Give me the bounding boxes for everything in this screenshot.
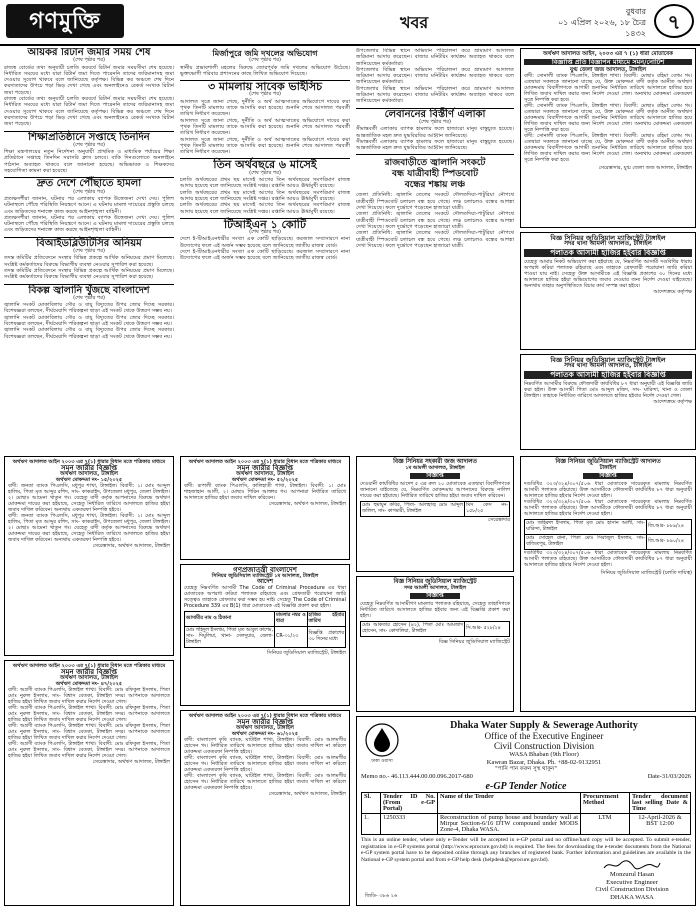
table-row	[361, 502, 510, 517]
summons-court: অর্থঋণ আদালত, টাঙ্গাইল	[59, 675, 119, 681]
notice-tangail	[520, 48, 696, 228]
summons-signature: সেরেস্তাদার, অর্থঋণ আদালত, টাঙ্গাইল	[268, 501, 346, 507]
weekday: বুধবার	[625, 7, 646, 16]
memo-date: Date-31/03/2026	[647, 773, 691, 780]
continued-note: (শেষ পৃষ্ঠার পর)	[249, 91, 281, 98]
article-body: জেলা প্রতিনিধি: জ্বালানি তেলের সংকটে দৌলতদিয়া-পাটুরিয়া নৌপথে যাত্রীবাহী স্পিডবোট চলাচল বন্ধ হয়ে গেছে। লঞ্চ চলাচলও বন্ধের আশঙ্কা দেখা দিয়েছে। ফলে দুর্ভোগে পড়েছেন হাজারো যাত্রী।	[356, 230, 514, 249]
col-deadline: Tender document last selling Date & Time	[630, 793, 691, 814]
summons-body: বাদী: অগ্রণী ব্যাংক পিএলসি, টাঙ্গাইল শাখা। বিবাদী: মোঃ রফিকুল ইসলাম, পিতা মোঃ নুরুল ইসলাম, সাং- বিশ্বাস বেতকা, টাঙ্গাইল সদর। আপনাকে আদালতে হাজির হইয়া লিখিত জবাব দাখিল করার নির্দেশ দেওয়া গেল।	[8, 723, 170, 741]
accused-name: মোঃ সোহেল রানা, পিতা মোঃ সিরাজুল ইসলাম, সাং- বাজিতপুর, টাঙ্গাইল	[525, 535, 647, 550]
table-row	[185, 627, 346, 648]
notice-header: অর্থঋণ আদালত আইন, ২০০৩ এর ৭ (১) ধারা মোতাবেক	[543, 51, 673, 57]
crpc-col-date: হাজির হইবার তারিখ	[307, 612, 345, 627]
article-body: উপজেলার বিভিন্ন স্থানে অভিযান পরিচালনা করে ভ্রাম্যমাণ আদালত জরিমানা আদায় করেছেন। বাজার মনিটরিং কার্যক্রম অব্যাহত থাকবে বলে জানিয়েছেন কর্মকর্তারা।	[356, 85, 514, 105]
article-body: স্থানীয় প্রভাবশালী মহলের বিরুদ্ধে জোরপূর্বক জমি দখলের অভিযোগ উঠেছে। ভুক্তভোগী পরিবার প্রশাসনের কাছে লিখিত অভিযোগ দিয়েছে।	[180, 64, 350, 77]
article-body: রাজস্ব বোর্ডের তথ্য অনুযায়ী চলতি করবর্ষে রিটার্ন জমার সময়সীমা শেষ হয়েছে। নির্ধারিত সময়ের মধ্যে যারা রিটার্ন জমা দিতে পারেননি তাদের জরিমানাসহ জমা দেওয়ার সুযোগ থাকবে বলে জানিয়েছে কর্তৃপক্ষ। বিভিন্ন কর অঞ্চলে শেষ দিনে করদাতাদের উপচে পড়া ভিড় দেখা গেছে এবং অনলাইনেও রেকর্ড সংখ্যক রিটার্ন জমা পড়েছে।	[4, 64, 174, 96]
signatory-org: DHAKA WASA	[610, 893, 654, 901]
court-body: দণ্ডবিধির ৩২৩/৩২৪/৩০৭/৫০৬ ধারা মোতাবেক দায়েরকৃত মামলায় নিম্নবর্ণিত আসামী পলাতক রহিয়াছে। উক্ত আসামীকে ফৌজদারী কার্যবিধির ৮৭ ধারা অনুযায়ী আদালতে হাজির হইবার নির্দেশ দেওয়া হইল।	[524, 481, 692, 499]
row-method: LTM	[581, 814, 630, 835]
continued-note: (শেষ পৃষ্ঠার পর)	[73, 294, 105, 301]
news-column-1	[4, 48, 174, 452]
court-body: দণ্ডবিধির ৩২৩/৩২৪/৩০৭/৫০৬ ধারা মোতাবেক দায়েরকৃত মামলায় নিম্নবর্ণিত আসামী পলাতক রহিয়াছে। উক্ত আসামীকে ফৌজদারী কার্যবিধির ৮৭ ধারা অনুযায়ী আদালতে হাজির হইবার নির্দেশ দেওয়া হইল।	[524, 550, 692, 568]
summons-notice-2	[4, 660, 174, 906]
article-body: তদন্ত কমিটির প্রতিবেদনে সংস্থার বিভিন্ন প্রকল্পে আর্থিক অনিয়মের প্রমাণ মিলেছে। সংশ্লিষ্ট কর্মকর্তাদের বিরুদ্ধে বিভাগীয় ব্যবস্থা নেওয়ার সুপারিশ করা হয়েছে।	[4, 267, 174, 281]
headline-attack: দ্রুত দেশে পৌঁছাতে হামলা	[36, 178, 142, 190]
summons-body: বাদী: বাংলাদেশ কৃষি ব্যাংক, ঘাটাইল শাখা, টাঙ্গাইল। বিবাদী: মোঃ আলমগীর হোসেন গং। নির্ধারিত তারিখে আদালতে হাজির হইয়া জবাব দাখিল না করিলে মোকদ্দমা একতরফা নিষ্পত্তি হইবে।	[184, 737, 346, 755]
continued-note: (শেষ পৃষ্ঠার পর)	[249, 229, 281, 236]
table-row	[525, 535, 692, 550]
appear-date: বিজ্ঞপ্তি প্রকাশের ৩০ দিনের মধ্যে	[307, 627, 345, 648]
article-body: দেশে ই-টিআইএনধারীর সংখ্যা এক কোটি ছাড়িয়েছে। করজাল সম্প্রসারণে নানা উদ্যোগের ফলে এই অর্জন সম্ভব হয়েছে বলে জানিয়েছে জাতীয় রাজস্ব বোর্ড।	[180, 249, 350, 262]
warrant-signature: আদেশক্রমে কর্তৃপক্ষ	[653, 289, 692, 295]
party-name: মোঃ হুমায়ূন কবির, পিতা- আলহাজ্ব মোঃ আব্দুল জলিল, সাং- কাগমারী, টাঙ্গাইল	[361, 502, 465, 517]
article-body: চলতি অর্থবছরের প্রথম ছয় মাসেই আগের তিন অর্থবছরের সমপরিমাণ রাজস্ব আদায় হয়েছে বলে জানিয়েছে সংশ্লিষ্ট দপ্তর। রপ্তানি আয়ও ঊর্ধ্বমুখী রয়েছে।	[180, 177, 350, 190]
summons-court: অর্থঋণ আদালত, টাঙ্গাইল	[235, 471, 295, 477]
summons-notice-3	[180, 456, 350, 560]
continued-note: (শেষ পৃষ্ঠার পর)	[73, 57, 105, 64]
summons-body: বাদী: জনতা ব্যাংক পিএলসি, মধুপুর শাখা, টাঙ্গাইল। বিবাদী: ১। মোঃ আব্দুল হালিম, পিতা মৃত আব্দুর রশিদ, সাং- কাকরাইদ, উপজেলা মধুপুর, জেলা টাঙ্গাইল। ২। মোছাঃ আমেনা খাতুন গং। যেহেতু বাদী কর্তৃক আপনাদের বিরুদ্ধে অর্থঋণ মোকদ্দমা দায়ের করা হইয়াছে, সেহেতু নির্ধারিত তারিখে আদালতে হাজির হইয়া জবাব দাখিল করিবেন। অন্যথায় একতরফা নিষ্পত্তি হইবে।	[8, 483, 170, 513]
crpc-title: গণপ্রজাতন্ত্রী বাংলাদেশ	[233, 565, 297, 574]
divider	[356, 154, 514, 155]
article-body: আদালত সূত্রে জানা গেছে, দুর্নীতি ও অর্থ আত্মসাতের অভিযোগে দায়ের করা পৃথক তিনটি মামলায় তাকে আসামি করা হয়েছে। শুনানি শেষে আদালত পরবর্তী তারিখ নির্ধারণ করেছেন।	[180, 117, 350, 137]
col-tender-id: Tender ID No. (From e-GP Portal)	[381, 793, 438, 814]
summons-header: অর্থঋণ আদালত আইন ২০০৩ এর ৭(১) ধারার বিধান মতে পত্রিকায় মাধ্যমে	[12, 459, 166, 465]
article-body: জ্বালানি সংকট মোকাবিলায় সৌর ও বায়ু বিদ্যুতের উপর জোর দিচ্ছে সরকার। বিশেষজ্ঞরা বলছেন, দীর্ঘমেয়াদি পরিকল্পনা ছাড়া এই সংকট থেকে উত্তরণ সম্ভব নয়।	[4, 327, 174, 340]
signature-scribble	[602, 859, 662, 871]
warrant-title: পলাতক আসামী হাজির হইবার বিজ্ঞপ্তি	[524, 371, 692, 379]
continued-note: (শেষ পৃষ্ঠার পর)	[249, 57, 281, 64]
crpc-signature: সিনিয়র জুডিসিয়াল ম্যাজিস্ট্রেট, টাঙ্গাইল	[266, 650, 346, 656]
article-body: দেশে ই-টিআইএনধারীর সংখ্যা এক কোটি ছাড়িয়েছে। করজাল সম্প্রসারণে নানা উদ্যোগের ফলে এই অর্জন সম্ভব হয়েছে বলে জানিয়েছে জাতীয় রাজস্ব বোর্ড।	[180, 236, 350, 249]
tender-body: This is an online tender, where only e-Tender will be accepted in e-GP portal and no offline/hard copy will be accepted. To submit e-tender, registration in e-GP systems portal (http://www.eprocure.gov.bd) is required. The fees for downloading the e-tender documents from the National e-GP system portal have to be deposited online through any branches of registered bank. Further information and guidelines are available in the National e-GP system portal and from e-GP help desk (helpdesk@eprocure.gov.bd).	[361, 837, 691, 863]
headline-cases: ৩ মামলায় সাবেক ভাইসিচ	[207, 80, 323, 94]
notice-title: বিজ্ঞাপ্তি প্রতি বিজ্ঞাপন মাধ্যমে সমন/নোটিশ	[524, 59, 692, 65]
headline-energy: বিকল্প জ্বালানি খুঁজছে বাংলাদেশ	[28, 284, 150, 296]
warrant-title: পলাতক আসামী হাজির হইবার বিজ্ঞপ্তি	[524, 249, 692, 257]
wasa-signature-block	[577, 859, 687, 901]
notice-signature: সেরেস্তাদার, যুগ্ম জেলা জজ আদালত, টাঙ্গাইল	[598, 165, 692, 171]
table-row	[361, 622, 510, 637]
crpc-body: যেহেতু নিম্নবর্ণিত আসামী The Code of Criminal Procedure এর ধারা মোতাবেক অপরাধ করিয়া পলাতক রহিয়াছে এবং গ্রেফতারী পরোয়ানা জারি সত্ত্বেও তাহাকে গ্রেফতার করা সম্ভব হয় নাই। সেহেতু The Code of Criminal Procedure 339 এর B(1) ধারা মোতাবেক এই বিজ্ঞপ্তি প্রকাশ করা হইল।	[184, 585, 346, 609]
gd-code: জিডি- ৩৮৬ ২৬	[365, 893, 398, 899]
row-deadline: 12-April-2026 & BST 12:00	[630, 814, 691, 835]
article-body: সীমান্তবর্তী এলাকায় ব্যাপক হামলার ফলে হাজারো মানুষ বাস্তুচ্যুত হয়েছে। আন্তর্জাতিক মহল দ্রুত যুদ্ধবিরতির আহ্বান জানিয়েছে।	[356, 138, 514, 152]
memo-number: Memo no.- 46.113.444.00.00.096.2017-680	[361, 773, 473, 780]
summons-body: বাদী: অগ্রণী ব্যাংক পিএলসি, টাঙ্গাইল শাখা। বিবাদী: মোঃ রফিকুল ইসলাম, পিতা মোঃ নুরুল ইসলাম, সাং- বিশ্বাস বেতকা, টাঙ্গাইল সদর। আপনাকে আদালতে হাজির হইয়া লিখিত জবাব দাখিল করার নির্দেশ দেওয়া গেল।	[8, 741, 170, 759]
summons-title: সমন জারীর বিজ্ঞপ্তি	[61, 463, 117, 472]
signatory-title: Executive Engineer	[606, 878, 658, 886]
warrant-court: বিজ্ঞ সিনিয়র জুডিসিয়াল ম্যাজিস্ট্রেট টাঙ্গাইল	[550, 356, 666, 364]
summons-case-no: অর্থঋণ মোকদ্দমা নং- ৫২/২০২৫	[231, 477, 299, 483]
accused-name: মোঃ শহিদুল ইসলাম, পিতা মৃত আবুল কাশেম, সাং- দিঘুলিয়া, থানা- দেলদুয়ার, জেলা- টাঙ্গাইল	[185, 627, 275, 648]
newspaper-logo: গণমুক্তি	[6, 4, 124, 38]
news-column-3	[356, 48, 514, 348]
accused-name: মোঃ আকতার হোসেন (৪২), পিতা মোঃ আমজাদ হোসেন, সাং- কোদালিয়া, টাঙ্গাইল	[361, 622, 465, 637]
summons-case-no: অর্থঋণ মোকদ্দমা নং- ৪৭/২০২৫	[55, 681, 123, 687]
court-heading: বিজ্ঞপ্তি	[410, 473, 460, 479]
headline-land: মির্জাপুরে জমি দখলের অভিযোগ	[212, 48, 318, 58]
summons-body: বাদী: অগ্রণী ব্যাংক পিএলসি, টাঙ্গাইল শাখা। বিবাদী: মোঃ রফিকুল ইসলাম, পিতা মোঃ নুরুল ইসলাম, সাং- বিশ্বাস বেতকা, টাঙ্গাইল সদর। আপনাকে আদালতে হাজির হইয়া লিখিত জবাব দাখিল করার নির্দেশ দেওয়া গেল।	[8, 705, 170, 723]
continued-note: (শেষ পৃষ্ঠার পর)	[249, 169, 281, 176]
court-subtitle: সদর আমলী আদালত, টাঙ্গাইল	[403, 585, 467, 591]
headline-tax-return: আয়কর রিটার্ন জমার সময় শেষ	[27, 48, 151, 58]
summons-signature: সেরেস্তাদার, অর্থঋণ আদালত, টাঙ্গাইল	[268, 791, 346, 797]
news-column-2	[180, 48, 350, 452]
court-name: বিজ্ঞ সিনিয়র সহকারী জজ আদালত	[393, 459, 477, 465]
headline-education: শিক্ষাপ্রতিষ্ঠানে সপ্তাহে তিনদিন	[28, 131, 150, 143]
summons-signature: সেরেস্তাদার, অর্থঋণ আদালত, টাঙ্গাইল	[92, 543, 170, 549]
table-row	[525, 520, 692, 535]
tender-notice-title: e-GP Tender Notice	[485, 781, 567, 792]
crpc-col-case: মামলার নম্বর ও ধারা	[275, 612, 308, 627]
article-body: উপজেলার বিভিন্ন স্থানে অভিযান পরিচালনা করে ভ্রাম্যমাণ আদালত জরিমানা আদায় করেছেন। বাজার মনিটরিং কার্যক্রম অব্যাহত থাকবে বলে জানিয়েছেন কর্মকর্তারা।	[356, 48, 514, 67]
absconding-notice-1	[520, 232, 696, 350]
crpc-table	[184, 611, 346, 648]
summons-title: সমন জারীর বিজ্ঞপ্তি	[237, 717, 293, 726]
summons-body: বাদী: অগ্রণী ব্যাংক পিএলসি, টাঙ্গাইল শাখা। বিবাদী: মোঃ রফিকুল ইসলাম, পিতা মোঃ নুরুল ইসলাম, সাং- বিশ্বাস বেতকা, টাঙ্গাইল সদর। আপনাকে আদালতে হাজির হইয়া লিখিত জবাব দাখিল করার নির্দেশ দেওয়া গেল।	[8, 687, 170, 705]
notice-body: বাদী: সোনালী ব্যাংক পিএলসি, টাঙ্গাইল শাখা। বিবাদী: মোছাঃ রহিমা বেগম গং। এতদ্বারা সকলকে জানানো যাচ্ছে যে, উক্ত মোকদ্দমা বাদী কর্তৃক আনীত অর্থঋণ মোকদ্দমায় বিবাদীগণকে আগামী শুনানির নির্ধারিত তারিখে আদালতে হাজির হয়ে লিখিত জবাব দাখিল করার জন্য নির্দেশ দেওয়া গেল। অন্যথায় মোকদ্দমা একতরফা সূত্রে নিষ্পত্তি করা হবে।	[524, 103, 692, 133]
signatory-division: Civil Construction Division	[595, 886, 669, 893]
summons-signature: সেরেস্তাদার, অর্থঋণ আদালত, টাঙ্গাইল	[92, 759, 170, 765]
headline-lebanon: লেবাননের বিস্তীর্ণ এলাকা	[384, 108, 486, 120]
page-number: ৭	[654, 4, 694, 38]
table-row	[362, 814, 691, 835]
summons-court: অর্থঋণ আদালত, টাঙ্গাইল	[59, 471, 119, 477]
article-body: উপজেলার বিভিন্ন স্থানে অভিযান পরিচালনা করে ভ্রাম্যমাণ আদালত জরিমানা আদায় করেছেন। বাজার মনিটরিং কার্যক্রম অব্যাহত থাকবে বলে জানিয়েছেন কর্মকর্তারা।	[356, 66, 514, 86]
date-line: ০১ এপ্রিল ২০২৬, ১৮ চৈত্র ১৪৩২	[557, 18, 646, 38]
warrant-signature: আদেশক্রমে কর্তৃপক্ষ	[653, 399, 692, 405]
article-body: চলতি অর্থবছরের প্রথম ছয় মাসেই আগের তিন অর্থবছরের সমপরিমাণ রাজস্ব আদায় হয়েছে বলে জানিয়েছে সংশ্লিষ্ট দপ্তর। রপ্তানি আয়ও ঊর্ধ্বমুখী রয়েছে।	[180, 202, 350, 215]
article-body: সীমান্তবর্তী এলাকায় ব্যাপক হামলার ফলে হাজারো মানুষ বাস্তুচ্যুত হয়েছে। আন্তর্জাতিক মহল দ্রুত যুদ্ধবিরতির আহ্বান জানিয়েছে।	[356, 126, 514, 139]
col-method: Procurement Method	[581, 793, 630, 814]
summons-case-no: অর্থঋণ মোকদ্দমা নং- ১৫/২০২৫	[55, 477, 123, 483]
court-name: বিজ্ঞ সিনিয়র জুডিসিয়াল ম্যাজিস্ট্রেট	[393, 579, 477, 585]
article-body: জেলা প্রতিনিধি: জ্বালানি তেলের সংকটে দৌলতদিয়া-পাটুরিয়া নৌপথে যাত্রীবাহী স্পিডবোট চলাচল বন্ধ হয়ে গেছে। লঞ্চ চলাচলও বন্ধের আশঙ্কা দেখা দিয়েছে। ফলে দুর্ভোগে পড়েছেন হাজারো যাত্রী।	[356, 192, 514, 212]
section-title: খবর	[400, 13, 429, 32]
case-number: CR-৩১/২৩	[275, 627, 308, 648]
court-body: দণ্ডবিধির ৩২৩/৩২৪/৩০৭/৫০৬ ধারা মোতাবেক দায়েরকৃত মামলায় নিম্নবর্ণিত আসামী পলাতক রহিয়াছে। উক্ত আসামীকে ফৌজদারী কার্যবিধির ৮৭ ধারা অনুযায়ী আদালতে হাজির হইবার নির্দেশ দেওয়া হইল।	[524, 499, 692, 517]
accused-name: মোঃ জহিরুল ইসলাম, পিতা মৃত মোঃ হাসান আলী, সাং- ঘারিন্দা, টাঙ্গাইল	[525, 520, 647, 535]
continued-note: (শেষ পৃষ্ঠার পর)	[419, 118, 451, 125]
court-notice-b	[356, 576, 514, 712]
notice-court: যুগ্ম জেলা জজ আদালত, টাঙ্গাইল	[569, 67, 647, 73]
warrant-court: বিজ্ঞ সিনিয়র জুডিসিয়াল ম্যাজিস্ট্রেট টাঙ্গাইল	[550, 234, 666, 242]
dwasa-tender-notice	[356, 716, 696, 906]
crpc-subtitle: সিনিয়র জুডিসিয়াল ম্যাজিস্ট্রেট ১ম আদালত, টাঙ্গাইল	[211, 573, 319, 579]
summons-body: বাদী: বাংলাদেশ কৃষি ব্যাংক, ঘাটাইল শাখা, টাঙ্গাইল। বিবাদী: মোঃ আলমগীর হোসেন গং। নির্ধারিত তারিখে আদালতে হাজির হইয়া জবাব দাখিল না করিলে মোকদ্দমা একতরফা নিষ্পত্তি হইবে।	[184, 755, 346, 773]
summons-title: সমন জারীর বিজ্ঞপ্তি	[237, 463, 293, 472]
warrant-body: যেহেতু আমার নিকট অভিযোগ করা হইয়াছে যে, নিম্নবর্ণিত আসামী দণ্ডবিধির ধারায় অপরাধ করিয়া পলাতক রহিয়াছে এবং তাহাকে গ্রেফতারী পরোয়ানা জারি করিয়া পাওয়া যায় নাই। সেহেতু উক্ত আসামীকে এই বিজ্ঞপ্তি প্রকাশের ৩০ দিনের মধ্যে আদালতে হাজির হইয়া অভিযোগের জবাব দেওয়ার জন্য নির্দেশ দেওয়া যাইতেছে। অন্যথায় তাহার অনুপস্থিতিতে বিচার কার্য সম্পন্ন করা হইবে।	[524, 259, 692, 289]
tender-table	[361, 792, 691, 835]
wasa-logo	[365, 723, 399, 764]
continued-note: (শেষ পৃষ্ঠার পর)	[73, 141, 105, 148]
article-body: জ্বালানি সংকট মোকাবিলায় সৌর ও বায়ু বিদ্যুতের উপর জোর দিচ্ছে সরকার। বিশেষজ্ঞরা বলছেন, দীর্ঘমেয়াদি পরিকল্পনা ছাড়া এই সংকট থেকে উত্তরণ সম্ভব নয়।	[4, 314, 174, 327]
court-signature: বিজ্ঞ সিনিয়র জুডিসিয়াল ম্যাজিস্ট্রেট	[438, 639, 510, 645]
headline-biwtc: বিআইডব্লিউটিসির অনিয়ম	[36, 237, 142, 249]
row-sl: 1.	[362, 814, 381, 835]
row-tender-id: 1250333	[381, 814, 438, 835]
wasa-address: WASA Bhaban (9th Floor)	[509, 751, 579, 758]
col-tender-name: Name of the Tender	[438, 793, 581, 814]
court-signature: সেরেস্তাদার	[488, 517, 510, 523]
court-subtitle: ১ম আমলী আদালত, টাঙ্গাইল	[405, 465, 465, 471]
article-body: প্রত্যক্ষদর্শীরা জানান, ঘটনার পর এলাকায় ব্যাপক উত্তেজনা দেখা দেয়। পুলিশ ঘটনাস্থলে পৌঁছে পরিস্থিতি নিয়ন্ত্রণে আনে। এ ঘটনায় মামলা দায়েরের প্রস্তুতি চলছে এবং জড়িতদের শনাক্তে কাজ করছে আইনশৃঙ্খলা বাহিনী।	[4, 214, 174, 234]
court-name: বিজ্ঞ সিনিয়র জুডিসিয়াল ম্যাজিস্ট্রেট আদালত	[555, 459, 661, 465]
summons-court: অর্থঋণ আদালত, টাঙ্গাইল	[235, 725, 295, 731]
summons-header: অর্থঋণ আদালত আইন ২০০৩ এর ৭(১) ধারার বিধান মতে পত্রিকার মাধ্যমে	[12, 663, 166, 669]
headline-rajbari: রাজবাড়ীতে জ্বালানি সংকটে বন্ধ যাত্রীবাহী স্পিডবোট বন্ধের শঙ্কায় লঞ্চ	[384, 158, 486, 191]
article-body: রাজস্ব বোর্ডের তথ্য অনুযায়ী চলতি করবর্ষে রিটার্ন জমার সময়সীমা শেষ হয়েছে। নির্ধারিত সময়ের মধ্যে যারা রিটার্ন জমা দিতে পারেননি তাদের জরিমানাসহ জমা দেওয়ার সুযোগ থাকবে বলে জানিয়েছে কর্তৃপক্ষ। বিভিন্ন কর অঞ্চলে শেষ দিনে করদাতাদের উপচে পড়া ভিড় দেখা গেছে এবং অনলাইনেও রেকর্ড সংখ্যক রিটার্ন জমা পড়েছে।	[4, 96, 174, 128]
article-body: শিক্ষা মন্ত্রণালয়ের নতুন নির্দেশনা অনুযায়ী প্রাথমিক ও মাধ্যমিক পর্যায়ের শিক্ষা প্রতিষ্ঠানে সপ্তাহে তিনদিন সরাসরি ক্লাস চলবে। বাকি দিনগুলোতে অনলাইনে পাঠদান অব্যাহত থাকবে বলে জানানো হয়েছে। অভিভাবক ও শিক্ষকদের সহযোগিতা কামনা করা হয়েছে।	[4, 149, 174, 175]
summons-body: বাদী: জনতা ব্যাংক পিএলসি, মধুপুর শাখা, টাঙ্গাইল। বিবাদী: ১। মোঃ আব্দুল হালিম, পিতা মৃত আব্দুর রশিদ, সাং- কাকরাইদ, উপজেলা মধুপুর, জেলা টাঙ্গাইল। ২। মোছাঃ আমেনা খাতুন গং। যেহেতু বাদী কর্তৃক আপনাদের বিরুদ্ধে অর্থঋণ মোকদ্দমা দায়ের করা হইয়াছে, সেহেতু নির্ধারিত তারিখে আদালতে হাজির হইয়া জবাব দাখিল করিবেন। অন্যথায় একতরফা নিষ্পত্তি হইবে।	[8, 513, 170, 543]
warrant-subtitle: সদর থানা আমলী আদালত, টাঙ্গাইল	[564, 240, 652, 247]
continued-note: (শেষ পৃষ্ঠার পর)	[73, 188, 105, 195]
col-sl: Sl.	[362, 793, 381, 814]
summons-header: অর্থঋণ আদালত আইন ২০০৩ এর ৭(১) ধারার বিধান মতে পত্রিকার মাধ্যমে	[188, 713, 342, 719]
wasa-tagline: "পানি পান করুন সুস্থ থাকুন"	[495, 766, 557, 772]
notice-body: বাদী: সোনালী ব্যাংক পিএলসি, টাঙ্গাইল শাখা। বিবাদী: মোছাঃ রহিমা বেগম গং। এতদ্বারা সকলকে জানানো যাচ্ছে যে, উক্ত মোকদ্দমা বাদী কর্তৃক আনীত অর্থঋণ মোকদ্দমায় বিবাদীগণকে আগামী শুনানির নির্ধারিত তারিখে আদালতে হাজির হয়ে লিখিত জবাব দাখিল করার জন্য নির্দেশ দেওয়া গেল। অন্যথায় মোকদ্দমা একতরফা সূত্রে নিষ্পত্তি করা হবে।	[524, 133, 692, 163]
summons-notice-4	[180, 710, 350, 906]
summons-body: বাদী: বাংলাদেশ কৃষি ব্যাংক, ঘাটাইল শাখা, টাঙ্গাইল। বিবাদী: মোঃ আলমগীর হোসেন গং। নির্ধারিত তারিখে আদালতে হাজির হইয়া জবাব দাখিল না করিলে মোকদ্দমা একতরফা নিষ্পত্তি হইবে।	[184, 773, 346, 791]
wasa-office: Office of the Executive Engineer	[484, 731, 604, 741]
court-table	[360, 501, 510, 517]
masthead	[0, 0, 700, 46]
signatory-name: Monzurul Hasan	[609, 871, 655, 878]
article-body: জ্বালানি সংকট মোকাবিলায় সৌর ও বায়ু বিদ্যুতের উপর জোর দিচ্ছে সরকার। বিশেষজ্ঞরা বলছেন, দীর্ঘমেয়াদি পরিকল্পনা ছাড়া এই সংকট থেকে উত্তরণ সম্ভব নয়।	[4, 302, 174, 315]
court-notice-right	[520, 456, 696, 712]
summons-body: বাদী: রূপালী ব্যাংক পিএলসি, কালিহাতী শাখা, টাঙ্গাইল। বিবাদী: ১। মোঃ শাহজাহান আলী, ২। মোছাঃ শিরিন আক্তার গং। আপনারা নির্ধারিত তারিখে আদালতে হাজির হইয়া জবাব দাখিল করিবেন।	[184, 483, 346, 501]
court-subtitle: টাঙ্গাইল	[599, 465, 617, 471]
row-tender-name: Reconstruction of pump house and boundary wall at Mirpur Section-6/16 DTW compound under MODS Zone-4, Dhaka WASA.	[438, 814, 581, 835]
warrant-body: নিম্নবর্ণিত আসামীর বিরুদ্ধে ফৌজদারী কার্যবিধির ৮৭ ধারা অনুযায়ী এই বিজ্ঞপ্তি জারি করা হইল। উক্ত আসামী পিতা মোঃ আব্দুল মজিদ, সাং- ঘারিন্দা, থানা ও জেলা টাঙ্গাইল। তাহাকে নির্ধারিত তারিখে আদালতে হাজির হইবার নির্দেশ দেওয়া গেল।	[524, 381, 692, 399]
court-body: দেওয়ানী কার্যবিধির আদেশ ৫ এর রুল ২০ মোতাবেক এতদ্বারা বিবাদীগণকে জানানো যাইতেছে যে, নিম্নবর্ণিত মোকদ্দমায় আপনাদের বিরুদ্ধে নালিশ দায়ের করা হইয়াছে। নির্ধারিত তারিখে হাজির হইয়া জবাব দাখিল করিবেন।	[360, 481, 510, 499]
article-body: আদালত সূত্রে জানা গেছে, দুর্নীতি ও অর্থ আত্মসাতের অভিযোগে দায়ের করা পৃথক তিনটি মামলায় তাকে আসামি করা হয়েছে। শুনানি শেষে আদালত পরবর্তী তারিখ নির্ধারণ করেছেন।	[180, 136, 350, 156]
water-drop-icon	[365, 723, 399, 757]
case-number: জি.আর- ৮৮৯/২৪	[647, 520, 692, 535]
court-table	[524, 519, 692, 550]
notice-body: বাদী: সোনালী ব্যাংক পিএলসি, টাঙ্গাইল শাখা। বিবাদী: মোছাঃ রহিমা বেগম গং। এতদ্বারা সকলকে জানানো যাচ্ছে যে, উক্ত মোকদ্দমা বাদী কর্তৃক আনীত অর্থঋণ মোকদ্দমায় বিবাদীগণকে আগামী শুনানির নির্ধারিত তারিখে আদালতে হাজির হয়ে লিখিত জবাব দাখিল করার জন্য নির্দেশ দেওয়া গেল। অন্যথায় মোকদ্দমা একতরফা সূত্রে নিষ্পত্তি করা হবে।	[524, 73, 692, 103]
summons-header: অর্থঋণ আদালত আইন ২০০৩ এর ৭(১) ধারার বিধান মতে পত্রিকার মাধ্যমে	[188, 459, 342, 465]
wasa-logo-text: ঢাকা ওয়াসা	[371, 759, 393, 764]
headline-tin: টিআইএন ১ কোটি	[224, 217, 306, 231]
absconding-notice-2	[520, 354, 696, 450]
summons-title: সমন জারীর বিজ্ঞপ্তি	[61, 667, 117, 676]
article-body: চলতি অর্থবছরের প্রথম ছয় মাসেই আগের তিন অর্থবছরের সমপরিমাণ রাজস্ব আদায় হয়েছে বলে জানিয়েছে সংশ্লিষ্ট দপ্তর। রপ্তানি আয়ও ঊর্ধ্বমুখী রয়েছে।	[180, 189, 350, 202]
summons-case-no: অর্থঋণ মোকদ্দমা নং- ৬১/২০২৫	[231, 731, 299, 737]
court-body: যেহেতু নিম্নবর্ণিত আসামীগণ মামলায় পলাতক রহিয়াছে, সেহেতু তাহাদিগকে নির্ধারিত তারিখে আদালতে হাজির হইবার জন্য এই বিজ্ঞপ্তি প্রকাশ করা হইল।	[360, 601, 510, 619]
crpc-notice	[180, 564, 350, 706]
wasa-address-2: Kawran Bazar, Dhaka. Ph. +88-02-9132951	[486, 758, 602, 766]
wasa-division: Civil Construction Division	[493, 741, 594, 751]
court-notice-a	[356, 456, 514, 572]
case-number: সি.আর- ৫২৮/২৪	[465, 622, 510, 637]
issue-date	[536, 6, 646, 39]
court-heading: বিজ্ঞপ্তি	[410, 593, 460, 599]
case-number: মিস কেস নং- ১৫৮/২৫	[465, 502, 510, 517]
headline-fiscal: তিন অর্থবছরে ৬ মাসেই	[213, 158, 317, 172]
court-heading: বিজ্ঞপ্তি	[583, 473, 633, 479]
article-body: আদালত সূত্রে জানা গেছে, দুর্নীতি ও অর্থ আত্মসাতের অভিযোগে দায়ের করা পৃথক তিনটি মামলায় তাকে আসামি করা হয়েছে। শুনানি শেষে আদালত পরবর্তী তারিখ নির্ধারণ করেছেন।	[180, 98, 350, 118]
court-signature: সিনিয়র জুডিসিয়াল ম্যাজিস্ট্রেট (চলতি দায়িত্ব)	[600, 570, 692, 576]
summons-notice-1	[4, 456, 174, 656]
wasa-org-name: Dhaka Water Supply & Sewerage Authority	[450, 720, 638, 731]
warrant-subtitle: সদর থানা আমলী আদালত, টাঙ্গাইল	[564, 362, 652, 369]
court-table	[360, 621, 510, 637]
wasa-memo-line	[361, 773, 691, 781]
article-body: তদন্ত কমিটির প্রতিবেদনে সংস্থার বিভিন্ন প্রকল্পে আর্থিক অনিয়মের প্রমাণ মিলেছে। সংশ্লিষ্ট কর্মকর্তাদের বিরুদ্ধে বিভাগীয় ব্যবস্থা নেওয়ার সুপারিশ করা হয়েছে।	[4, 255, 174, 268]
crpc-heading: আদেশ	[256, 578, 274, 585]
article-body: প্রত্যক্ষদর্শীরা জানান, ঘটনার পর এলাকায় ব্যাপক উত্তেজনা দেখা দেয়। পুলিশ ঘটনাস্থলে পৌঁছে পরিস্থিতি নিয়ন্ত্রণে আনে। এ ঘটনায় মামলা দায়েরের প্রস্তুতি চলছে এবং জড়িতদের শনাক্তে কাজ করছে আইনশৃঙ্খলা বাহিনী।	[4, 195, 174, 215]
article-body: জেলা প্রতিনিধি: জ্বালানি তেলের সংকটে দৌলতদিয়া-পাটুরিয়া নৌপথে যাত্রীবাহী স্পিডবোট চলাচল বন্ধ হয়ে গেছে। লঞ্চ চলাচলও বন্ধের আশঙ্কা দেখা দিয়েছে। ফলে দুর্ভোগে পড়েছেন হাজারো যাত্রী।	[356, 211, 514, 230]
continued-note: (শেষ পৃষ্ঠার পর)	[73, 248, 105, 255]
crpc-col-name: আসামীর নাম ও ঠিকানা	[185, 612, 275, 627]
case-number: জি.আর- ৮৯০/২৪	[647, 535, 692, 550]
